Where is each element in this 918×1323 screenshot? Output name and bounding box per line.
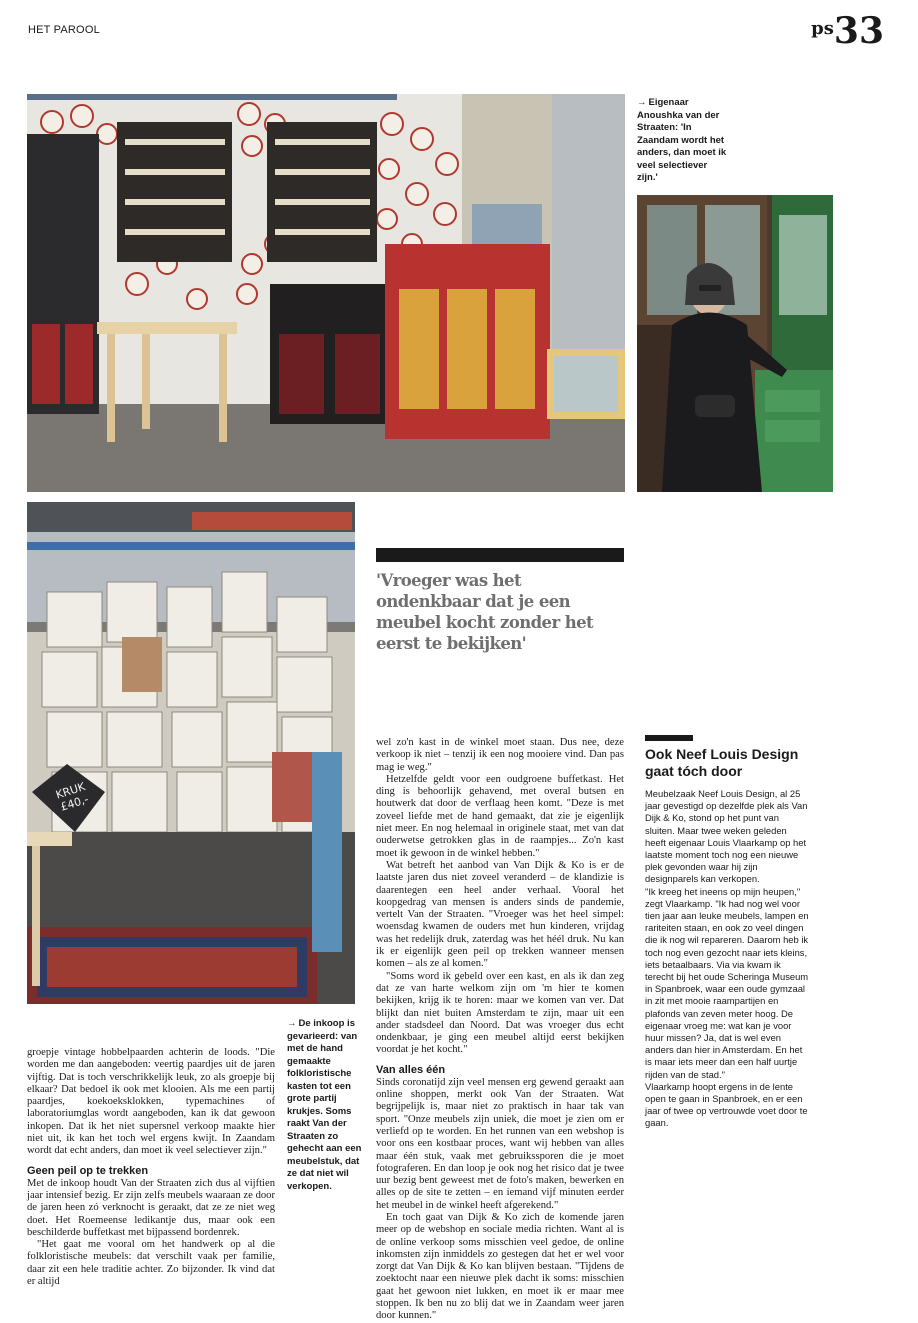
caption-owner-text: Eigenaar Anoushka van der Straaten: 'In Zaandam wordt het anders, dan moet ik veel selectiever zijn.'	[637, 97, 727, 183]
article-column-2	[376, 737, 624, 1323]
publication-name: HET PAROOL	[28, 24, 100, 36]
chalkboard-sign-text: KRUK £40,-	[54, 779, 91, 814]
article-paragraph: Hetzelfde geldt voor een oudgroene buffetkast. Het ding is behoorlijk gehavend, met overal butsen en houtwerk dat door de verflaag heen komt. "Deze is met zoveel liefde met de hand gemaakt, dat zie je eigenlijk niet meer. En nog helemaal in originele staat, met van dat ouderwetse getrokken glas in de raampjes... Zo'n kast moet ik gewoon in de winkel hebben."	[376, 773, 624, 859]
arrow-right-icon: →	[637, 97, 647, 108]
pull-quote-bar	[376, 548, 624, 562]
article-column-1	[27, 1047, 275, 1288]
pull-quote: 'Vroeger was het ondenkbaar dat je een meubel kocht zonder het eerst te bekijken'	[376, 571, 594, 653]
caption-purchase-text: De inkoop is gevarieerd: van met de hand gemaakte folkloristische kasten tot een grote partij krukjes. Soms raakt Van der Straaten zo gehecht aan een meubelstuk, dat ze dat niet wil verkopen.	[287, 1018, 362, 1192]
page-number	[811, 10, 884, 52]
arrow-right-icon: →	[287, 1018, 297, 1029]
page-number-value: 33	[833, 10, 884, 52]
caption-purchase	[287, 1018, 364, 1193]
sidebar-bar	[645, 735, 693, 741]
article-paragraph: Met de inkoop houdt Van der Straaten zich dus al vijftien jaar intensief bezig. Er zijn zelfs meubels waaraan ze door de jaren heen zó verknocht is geraakt, dat ze ze niet weg doet. Het Roemeense ledikantje dus, maar ook een beschilderde buffetkast met bijpassend bordenrek.	[27, 1177, 275, 1238]
article-paragraph: wel zo'n kast in de winkel moet staan. Dus nee, deze verkoop ik niet – tenzij ik een nog mooiere vind. Dan pas mag ie weg."	[376, 737, 624, 773]
photo-stacked-stools	[27, 502, 355, 1004]
photo-owner-portrait	[637, 195, 833, 492]
article-paragraph: Wat betreft het aanbod van Van Dijk & Ko is er de laatste jaren dus niet zoveel veranderd – de klandizie is daarentegen een heel ander verhaal. Vooral het koopgedrag van mensen is anders sinds de pandemie, vertelt Van der Straaten. "Vroeger was het heel simpel: woensdag kwamen de ouders met hun kinderen, vrijdag was het redelijk druk, zaterdag was het héél druk. Nu kan ik er eigenlijk geen peil op trekken wanneer mensen komen – als ze al komen."	[376, 859, 624, 970]
article-paragraph: En toch gaat van Dijk & Ko zich de komende jaren meer op de webshop en sociale media richten. Want al is de online verkoop soms misschien veel gedoe, de online inkomsten zijn inmiddels zo gestegen dat het er wel voor zorgt dat Van Dijk & Ko kan blijven bestaan. "Tijdens de zoektocht naar een nieuwe plek dacht ik soms: misschien gaat het gewoon niet lukken, en moet ik er maar mee stoppen. Ik ben nu zo blij dat we in Zaandam weer jaren door kunnen."	[376, 1211, 624, 1322]
section-label: ps	[811, 18, 834, 39]
subheading-geen-peil: Geen peil op te trekken	[27, 1164, 149, 1177]
article-paragraph: groepje vintage hobbelpaarden achterin de loods. "Die worden me dan aangeboden: veertig paardjes uit de jaren vijftig. Dat is toch verschrikkelijk leuk, zo als groepje bij elkaar? Dat bedoel ik ook met klooien. Als me een partij paardjes, koekoeksklokken, typemachines of laboratoriumglas wordt aangeboden, kan ik dat gewoon inkopen. Dat ik het niet supersnel verkoop maakte hier niet uit, ik kan het toch wel ergens kwijt. In Zaandam wordt dat echt anders, dan moet ik veel selectiever zijn."	[27, 1047, 275, 1157]
article-paragraph: "Het gaat me vooral om het handwerk op al die folkloristische meubels: dat verschilt vaak per familie, daar zit een hele traditie achter. Zo bijzonder. Ik vind dat er altijd	[27, 1239, 275, 1288]
photo-showroom	[27, 94, 625, 492]
article-paragraph: Sinds coronatijd zijn veel mensen erg gewend geraakt aan online shoppen, merkt ook Van der Straaten. Wat begrijpelijk is, maar niet zo praktisch in haar tak van sport. "Onze meubels zijn uniek, die moet je zien om er verliefd op te worden. En het runnen van een webshop is voor ons een kostbaar proces, want wij hebben van alles maar één stuk, vaak met gebruikssporen die je moet fotograferen. En dan loop je ook nog het risico dat je twee uur bezig bent geweest met de foto's maken, bewerken en alles op de site te zetten – en iemand vijf minuten eerder het meubel in de winkel heeft afgerekend."	[376, 1076, 624, 1211]
sidebar-paragraph: Meubelzaak Neef Louis Design, al 25 jaar gevestigd op dezelfde plek als Van Dijk & Ko, stond op het punt van sluiten. Maar twee weken geleden heeft eigenaar Louis Vlaarkamp op het laatste moment toch nog een nieuwe plek gevonden waar hij zijn designparels kan verkopen.	[645, 788, 808, 885]
sidebar-paragraph: "Ik kreeg het ineens op mijn heupen," zegt Vlaarkamp. "Ik had nog wel voor tien jaar aan leuke meubels, lampen en rariteiten staan, en ook zo veel dingen die ik nog wil repareren. Daarom heb ik toch nog even gezocht naar iets kleins, iets betaalbaars. Via via kwam ik terecht bij het oude Scheringa Museum in Spanbroek, waar een oude gymzaal in zit met mooie raampartijen en plafonds van zeven meter hoog. De eigenaar vroeg me: wat kan je voor huur missen? Ja, dat is wel even anders dan hier in Amsterdam. En het is maar iets meer dan een half uurtje rijden van de stad."	[645, 885, 809, 1080]
sidebar-title: Ook Neef Louis Design gaat tóch door	[645, 746, 799, 779]
sidebar-paragraph: Vlaarkamp hoopt ergens in de lente open te gaan in Spanbroek, en er een jaar of twee op vertrouwde voet door te gaan.	[645, 1080, 808, 1129]
article-paragraph: "Soms word ik gebeld over een kast, en als ik dan zeg dat ze van harte welkom zijn om 'm hier te komen bekijken, krijg ik te horen: maar we komen van ver. Dat blijkt dan niet buiten Amsterdam te zijn, maar uit een ander stadsdeel dan Noord. Dat was vroeger dus echt ondenkbaar, je ging een meubel altijd eerst bekijken voordat je het kocht."	[376, 970, 624, 1056]
sidebar-body	[645, 788, 810, 1130]
caption-owner	[637, 97, 729, 185]
subheading-van-alles-een: Van alles één	[376, 1063, 446, 1076]
